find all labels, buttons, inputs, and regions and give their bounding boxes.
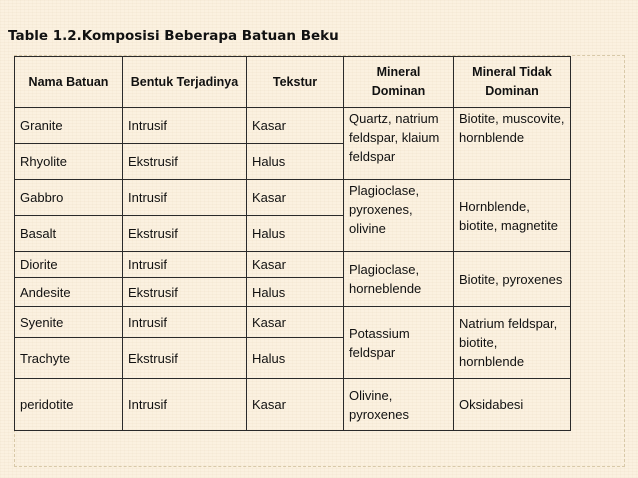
cell-bentuk: Intrusif — [123, 379, 247, 431]
table-row — [15, 379, 571, 431]
cell-bentuk: Intrusif — [123, 108, 247, 144]
cell-tekstur: Kasar — [247, 307, 344, 338]
header-bentuk-terjadinya: Bentuk Terjadinya — [123, 57, 247, 108]
cell-mineral-dominan: Quartz, natrium feldspar, klaium feldspar — [344, 108, 454, 180]
header-mineral-tidak-dominan: Mineral Tidak Dominan — [454, 57, 571, 108]
cell-tekstur: Kasar — [247, 379, 344, 431]
cell-nama: Rhyolite — [15, 144, 123, 180]
cell-mineral-dominan: Plagioclase, horneblende — [344, 252, 454, 307]
cell-tekstur: Halus — [247, 216, 344, 252]
cell-nama: Trachyte — [15, 338, 123, 379]
cell-tekstur: Kasar — [247, 108, 344, 144]
cell-bentuk: Ekstrusif — [123, 278, 247, 307]
cell-nama: Diorite — [15, 252, 123, 278]
cell-nama: peridotite — [15, 379, 123, 431]
cell-mineral-dominan: Potassium feldspar — [344, 307, 454, 379]
header-mineral-dominan: Mineral Dominan — [344, 57, 454, 108]
cell-bentuk: Ekstrusif — [123, 144, 247, 180]
cell-nama: Andesite — [15, 278, 123, 307]
cell-tekstur: Halus — [247, 278, 344, 307]
table-title: Table 1.2.Komposisi Beberapa Batuan Beku — [8, 28, 339, 44]
cell-nama: Basalt — [15, 216, 123, 252]
cell-mineral-dominan: Olivine, pyroxenes — [344, 379, 454, 431]
cell-mineral-tidak-dominan: Oksidabesi — [454, 379, 571, 431]
table-row — [15, 307, 571, 338]
cell-mineral-tidak-dominan: Hornblende, biotite, magnetite — [454, 180, 571, 252]
cell-bentuk: Intrusif — [123, 180, 247, 216]
cell-bentuk: Intrusif — [123, 307, 247, 338]
table-row — [15, 180, 571, 216]
cell-mineral-tidak-dominan: Biotite, pyroxenes — [454, 252, 571, 307]
cell-tekstur: Halus — [247, 144, 344, 180]
table-row — [15, 108, 571, 144]
rock-composition-table — [14, 56, 571, 431]
header-tekstur: Tekstur — [247, 57, 344, 108]
header-nama-batuan: Nama Batuan — [15, 57, 123, 108]
cell-tekstur: Halus — [247, 338, 344, 379]
cell-tekstur: Kasar — [247, 180, 344, 216]
cell-mineral-tidak-dominan: Biotite, muscovite, hornblende — [454, 108, 571, 180]
cell-mineral-dominan: Plagioclase, pyroxenes, olivine — [344, 180, 454, 252]
cell-nama: Gabbro — [15, 180, 123, 216]
cell-bentuk: Ekstrusif — [123, 216, 247, 252]
cell-nama: Granite — [15, 108, 123, 144]
table-header-row — [15, 57, 571, 108]
cell-bentuk: Intrusif — [123, 252, 247, 278]
cell-nama: Syenite — [15, 307, 123, 338]
cell-mineral-tidak-dominan: Natrium feldspar, biotite, hornblende — [454, 307, 571, 379]
cell-tekstur: Kasar — [247, 252, 344, 278]
cell-bentuk: Ekstrusif — [123, 338, 247, 379]
table-row — [15, 252, 571, 278]
